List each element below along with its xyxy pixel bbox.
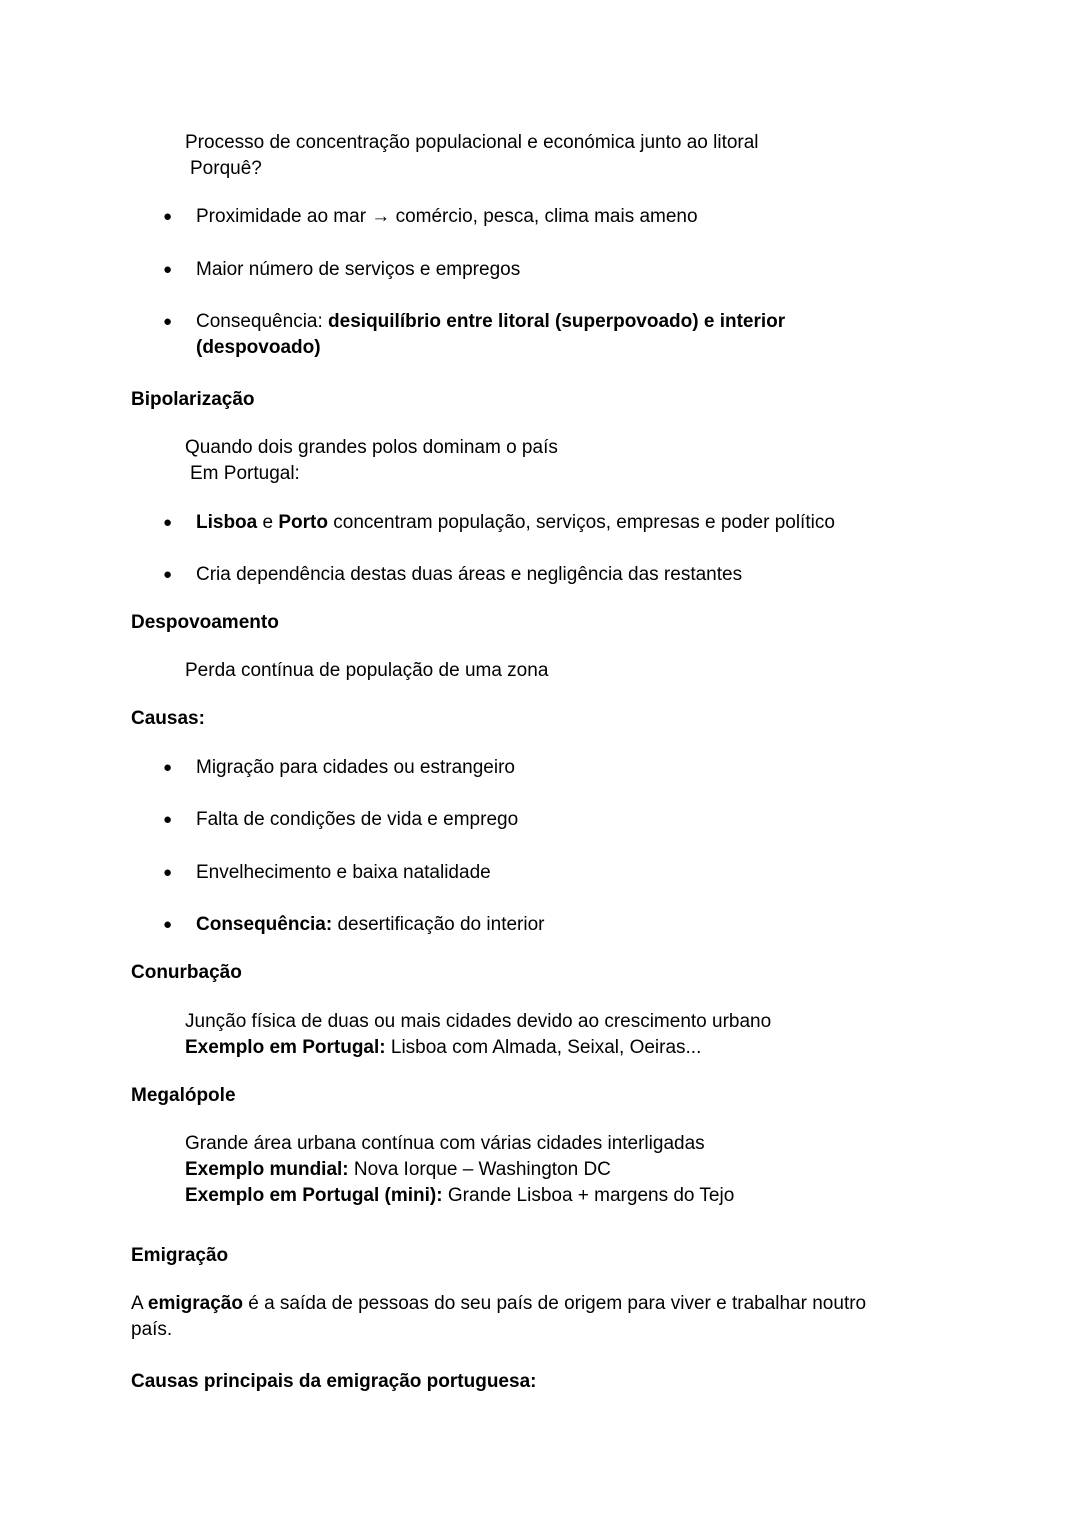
list-item-rest: concentram população, serviços, empresas e poder político	[327, 512, 835, 533]
list-item-rest: desertificação do interior	[332, 914, 545, 935]
list-item-prefix: Consequência:	[196, 311, 329, 332]
example-text: Grande Lisboa + margens do Tejo	[442, 1185, 735, 1206]
bullet-icon: ●	[163, 811, 173, 828]
example-text: Lisboa com Almada, Seixal, Oeiras...	[385, 1037, 702, 1058]
intro-line: Processo de concentração populacional e económica junto ao litoral	[185, 132, 759, 153]
definition-line: Em Portugal:	[190, 463, 300, 484]
paragraph	[131, 1291, 866, 1317]
section-heading: Bipolarização	[131, 389, 255, 410]
example-label: Exemplo em Portugal (mini):	[185, 1185, 443, 1206]
example-label: Exemplo mundial:	[185, 1159, 349, 1180]
subsection-heading: Causas principais da emigração portuguesa:	[131, 1371, 537, 1392]
list-item	[196, 510, 835, 536]
bullet-icon: ●	[163, 313, 173, 330]
paragraph-text: A	[131, 1293, 148, 1314]
bullet-icon: ●	[163, 514, 173, 531]
definition-line: Perda contínua de população de uma zona	[185, 660, 549, 681]
definition-line: Quando dois grandes polos dominam o país	[185, 437, 558, 458]
list-item	[196, 912, 544, 938]
list-item: Proximidade ao mar → comércio, pesca, clima mais ameno	[196, 206, 698, 227]
section-heading: Emigração	[131, 1245, 229, 1266]
example-line	[185, 1035, 701, 1061]
section-heading: Despovoamento	[131, 612, 279, 633]
city-porto: Porto	[278, 512, 328, 533]
subsection-heading: Causas:	[131, 708, 205, 729]
city-lisboa: Lisboa	[196, 512, 258, 533]
example-label: Exemplo em Portugal:	[185, 1037, 386, 1058]
definition-line: Junção física de duas ou mais cidades devido ao crescimento urbano	[185, 1011, 772, 1032]
bullet-icon: ●	[163, 759, 173, 776]
bullet-icon: ●	[163, 566, 173, 583]
bullet-icon: ●	[163, 916, 173, 933]
intro-question: Porquê?	[190, 158, 262, 179]
list-item	[196, 309, 785, 335]
list-item: Envelhecimento e baixa natalidade	[196, 862, 491, 883]
section-heading: Conurbação	[131, 962, 242, 983]
bullet-icon: ●	[163, 208, 173, 225]
list-item: Cria dependência destas duas áreas e negligência das restantes	[196, 564, 743, 585]
example-line	[185, 1157, 611, 1183]
example-text: Nova Iorque – Washington DC	[348, 1159, 611, 1180]
paragraph-text: é a saída de pessoas do seu país de origem para viver e trabalhar noutro	[242, 1293, 867, 1314]
section-heading: Megalópole	[131, 1085, 236, 1106]
list-item-continuation: (despovoado)	[196, 337, 321, 358]
list-item: Maior número de serviços e empregos	[196, 259, 521, 280]
paragraph-term: emigração	[147, 1293, 243, 1314]
list-item-bold: desiquilíbrio entre litoral (superpovoado) e interior	[328, 311, 786, 332]
bullet-icon: ●	[163, 261, 173, 278]
list-item: Migração para cidades ou estrangeiro	[196, 757, 515, 778]
definition-line: Grande área urbana contínua com várias cidades interligadas	[185, 1133, 705, 1154]
list-item-bold: Consequência:	[196, 914, 333, 935]
list-item: Falta de condições de vida e emprego	[196, 809, 519, 830]
connector-text: e	[257, 512, 279, 533]
bullet-icon: ●	[163, 864, 173, 881]
paragraph-continuation: país.	[131, 1319, 173, 1340]
example-line	[185, 1183, 734, 1209]
